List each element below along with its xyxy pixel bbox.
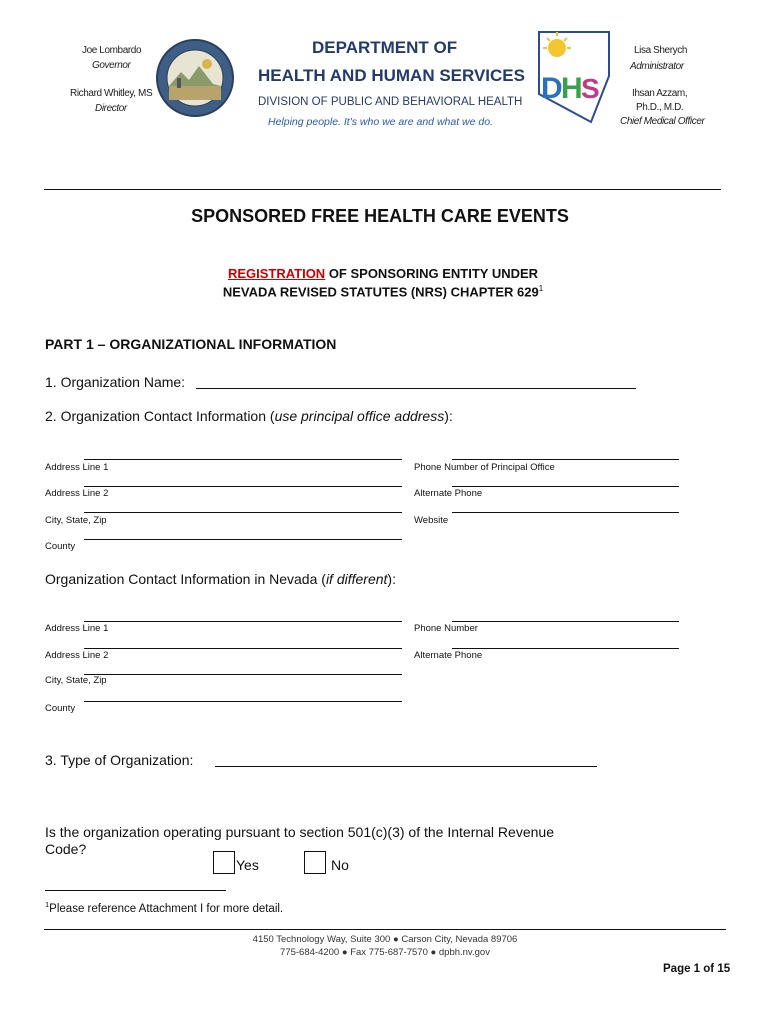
division-name: DIVISION OF PUBLIC AND BEHAVIORAL HEALTH — [258, 96, 523, 108]
city-state-zip-label: City, State, Zip — [45, 515, 107, 526]
subtitle-rest: OF SPONSORING ENTITY UNDER — [325, 266, 539, 281]
footer-contact: 775-684-4200 ● Fax 775-687-7570 ● dpbh.nv.gov — [280, 947, 490, 958]
phone-principal-label: Phone Number of Principal Office — [414, 462, 555, 473]
yes-label: Yes — [236, 857, 259, 873]
nv-city-state-zip-label: City, State, Zip — [45, 675, 107, 686]
nevada-contact-heading — [45, 571, 396, 587]
footnote-mark: 1 — [45, 900, 50, 909]
q2-suffix: ): — [444, 408, 453, 424]
no-label: No — [331, 857, 349, 873]
nevada-heading-suffix: ): — [387, 571, 396, 587]
footnote-divider — [45, 890, 226, 891]
administrator-title: Administrator — [630, 61, 684, 72]
website-label: Website — [414, 515, 449, 526]
address-line1-field[interactable] — [84, 459, 402, 460]
part1-heading: PART 1 – ORGANIZATIONAL INFORMATION — [45, 336, 337, 352]
q2-italic: use principal office address — [274, 408, 445, 424]
svg-text:H: H — [561, 72, 583, 105]
subtitle-line2 — [0, 284, 766, 299]
page-title: SPONSORED FREE HEALTH CARE EVENTS — [191, 206, 569, 226]
alternate-phone-label: Alternate Phone — [414, 488, 483, 499]
subtitle-line1 — [0, 266, 766, 281]
director-title: Director — [95, 103, 127, 114]
phone-principal-field[interactable] — [452, 459, 679, 460]
address-line2-field[interactable] — [84, 486, 402, 487]
nv-phone-label: Phone Number — [414, 623, 478, 634]
q3-label: 3. Type of Organization: — [45, 752, 194, 768]
cmo-name-line2: Ph.D., M.D. — [636, 102, 684, 113]
department-line1: DEPARTMENT OF — [312, 38, 458, 57]
address-line1-label: Address Line 1 — [45, 462, 109, 473]
alternate-phone-field[interactable] — [452, 486, 679, 487]
footnote-ref: 1 — [538, 284, 544, 293]
address-line2-label: Address Line 2 — [45, 488, 109, 499]
nv-address-line1-field[interactable] — [84, 621, 402, 622]
footnote — [45, 900, 283, 915]
q4-line1: Is the organization operating pursuant to section 501(c)(3) of the Internal Revenue — [45, 824, 554, 840]
dhhs-logo — [535, 30, 615, 125]
website-field[interactable] — [452, 512, 679, 513]
nevada-heading-prefix: Organization Contact Information in Nevada ( — [45, 571, 326, 587]
county-field[interactable] — [84, 539, 402, 540]
nv-phone-field[interactable] — [452, 621, 679, 622]
director-name: Richard Whitley, MS — [70, 88, 153, 99]
nv-address-line2-label: Address Line 2 — [45, 650, 109, 661]
nv-alternate-phone-label: Alternate Phone — [414, 650, 483, 661]
q4-line2: Code? — [45, 841, 87, 857]
nv-county-field[interactable] — [84, 701, 402, 702]
q1-label: 1. Organization Name: — [45, 374, 186, 390]
nv-address-line1-label: Address Line 1 — [45, 623, 109, 634]
yes-checkbox[interactable] — [213, 851, 235, 874]
nv-address-line2-field[interactable] — [84, 648, 402, 649]
no-checkbox[interactable] — [304, 851, 326, 874]
governor-name: Joe Lombardo — [82, 45, 142, 56]
svg-text:D: D — [541, 72, 563, 105]
cmo-name-line1: Ihsan Azzam, — [632, 88, 688, 99]
svg-text:S: S — [581, 73, 600, 104]
governor-title: Governor — [92, 60, 131, 71]
registration-word: REGISTRATION — [227, 266, 326, 281]
nv-county-label: County — [45, 703, 76, 714]
q2-label — [45, 408, 453, 424]
county-label: County — [45, 541, 76, 552]
footer-address: 4150 Technology Way, Suite 300 ● Carson City, Nevada 89706 — [252, 934, 518, 945]
q2-prefix: 2. Organization Contact Information ( — [45, 408, 275, 424]
page-number: Page 1 of 15 — [663, 963, 731, 975]
subtitle-line2-text: NEVADA REVISED STATUTES (NRS) CHAPTER 629 — [222, 284, 539, 300]
nv-alternate-phone-field[interactable] — [452, 648, 679, 649]
department-line2: HEALTH AND HUMAN SERVICES — [258, 66, 525, 85]
nevada-heading-italic: if different — [325, 571, 388, 587]
cmo-title: Chief Medical Officer — [620, 116, 705, 127]
nv-city-state-zip-field[interactable] — [84, 674, 402, 675]
administrator-name: Lisa Sherych — [634, 45, 688, 56]
organization-name-field[interactable] — [196, 388, 636, 389]
nevada-seal-logo — [155, 38, 235, 118]
footnote-text: Please reference Attachment I for more detail. — [49, 902, 284, 915]
city-state-zip-field[interactable] — [84, 512, 402, 513]
footer-divider — [44, 929, 726, 930]
tagline: Helping people. It's who we are and what we do. — [268, 116, 493, 128]
organization-type-field[interactable] — [215, 766, 597, 767]
header-divider — [44, 189, 721, 190]
